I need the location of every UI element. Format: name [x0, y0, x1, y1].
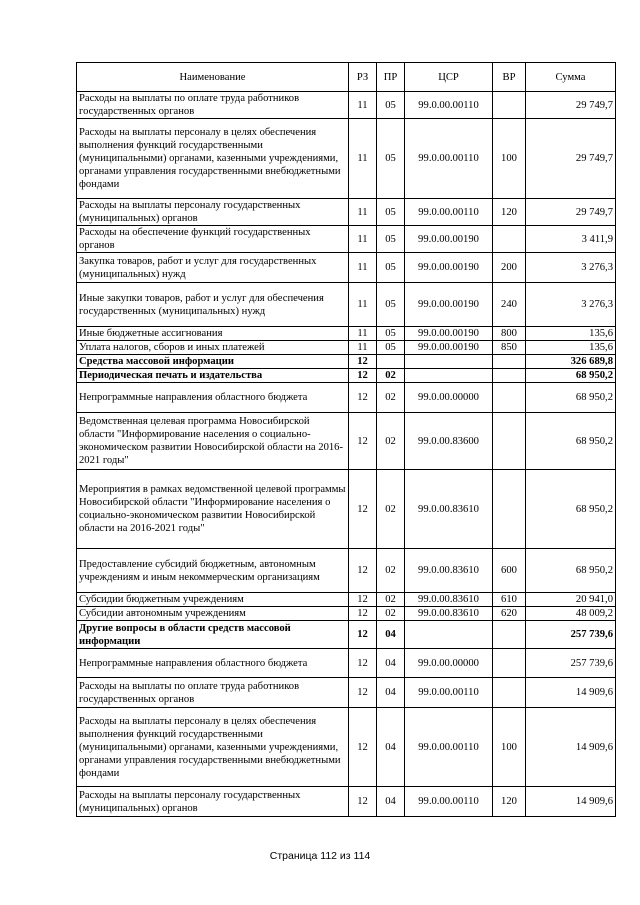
row-pr: 04 [377, 649, 405, 678]
row-rz: 12 [349, 383, 377, 413]
row-name: Расходы на выплаты по оплате труда работников государственных органов [77, 678, 349, 708]
row-csr: 99.0.00.00110 [405, 119, 493, 199]
row-rz: 12 [349, 649, 377, 678]
table-row [77, 621, 616, 649]
row-pr: 05 [377, 199, 405, 226]
row-name: Периодическая печать и издательства [77, 369, 349, 383]
row-csr: 99.0.00.00000 [405, 649, 493, 678]
table-row [77, 383, 616, 413]
row-csr: 99.0.00.00110 [405, 678, 493, 708]
header-rz: РЗ [349, 63, 377, 92]
table-row [77, 413, 616, 470]
row-rz: 11 [349, 253, 377, 283]
row-csr: 99.0.00.00110 [405, 787, 493, 817]
row-sum: 3 411,9 [526, 226, 616, 253]
row-vr: 850 [493, 341, 526, 355]
table-row [77, 253, 616, 283]
row-vr: 100 [493, 708, 526, 787]
table-row [77, 369, 616, 383]
row-vr: 610 [493, 593, 526, 607]
row-name: Предоставление субсидий бюджетным, автономным учреждениям и иным некоммерческим организациям [77, 549, 349, 593]
table-row [77, 607, 616, 621]
row-rz: 11 [349, 199, 377, 226]
row-sum: 48 009,2 [526, 607, 616, 621]
row-name: Субсидии бюджетным учреждениям [77, 593, 349, 607]
header-pr: ПР [377, 63, 405, 92]
row-sum: 68 950,2 [526, 470, 616, 549]
row-name: Субсидии автономным учреждениям [77, 607, 349, 621]
row-sum: 326 689,8 [526, 355, 616, 369]
row-csr [405, 355, 493, 369]
row-name: Расходы на выплаты персоналу в целях обеспечения выполнения функций государственными (муниципальными) органами, казенными учреждениями, органами управления государственными внебюджетными фондами [77, 119, 349, 199]
row-vr [493, 413, 526, 470]
row-name: Расходы на выплаты персоналу государственных (муниципальных) органов [77, 199, 349, 226]
row-sum: 14 909,6 [526, 708, 616, 787]
row-rz: 12 [349, 708, 377, 787]
row-csr: 99.0.00.00190 [405, 253, 493, 283]
table-row [77, 283, 616, 327]
row-rz: 12 [349, 470, 377, 549]
table-row [77, 327, 616, 341]
header-name: Наименование [77, 63, 349, 92]
row-pr: 04 [377, 708, 405, 787]
row-csr: 99.0.00.83600 [405, 413, 493, 470]
row-pr: 02 [377, 369, 405, 383]
row-vr: 100 [493, 119, 526, 199]
row-sum: 29 749,7 [526, 199, 616, 226]
row-vr [493, 383, 526, 413]
row-sum: 257 739,6 [526, 621, 616, 649]
row-name: Расходы на выплаты персоналу государственных (муниципальных) органов [77, 787, 349, 817]
row-pr: 02 [377, 413, 405, 470]
row-csr [405, 621, 493, 649]
row-pr [377, 355, 405, 369]
table-header-row [77, 63, 616, 92]
table-row [77, 119, 616, 199]
row-pr: 05 [377, 341, 405, 355]
row-sum: 29 749,7 [526, 119, 616, 199]
row-sum: 3 276,3 [526, 283, 616, 327]
row-vr: 120 [493, 199, 526, 226]
header-sum: Сумма [526, 63, 616, 92]
row-pr: 02 [377, 593, 405, 607]
table-row [77, 355, 616, 369]
row-vr: 240 [493, 283, 526, 327]
row-pr: 05 [377, 253, 405, 283]
row-csr: 99.0.00.83610 [405, 607, 493, 621]
row-csr: 99.0.00.00190 [405, 341, 493, 355]
row-name: Иные бюджетные ассигнования [77, 327, 349, 341]
row-vr [493, 92, 526, 119]
row-vr [493, 369, 526, 383]
table-row [77, 470, 616, 549]
table-row [77, 226, 616, 253]
row-csr: 99.0.00.00190 [405, 327, 493, 341]
table-row [77, 787, 616, 817]
row-rz: 11 [349, 341, 377, 355]
row-csr: 99.0.00.00000 [405, 383, 493, 413]
row-vr: 800 [493, 327, 526, 341]
row-sum: 68 950,2 [526, 549, 616, 593]
table-row [77, 549, 616, 593]
row-csr [405, 369, 493, 383]
row-rz: 12 [349, 413, 377, 470]
row-pr: 04 [377, 787, 405, 817]
row-name: Расходы на выплаты по оплате труда работников государственных органов [77, 92, 349, 119]
table-row [77, 708, 616, 787]
row-csr: 99.0.00.00110 [405, 199, 493, 226]
row-vr [493, 678, 526, 708]
row-rz: 11 [349, 327, 377, 341]
row-vr [493, 649, 526, 678]
row-rz: 12 [349, 369, 377, 383]
row-name: Средства массовой информации [77, 355, 349, 369]
row-sum: 68 950,2 [526, 369, 616, 383]
row-name: Мероприятия в рамках ведомственной целевой программы Новосибирской области "Информирование населения о социально-экономическом развитии Новосибирской области на 2016-2021 годы" [77, 470, 349, 549]
row-name: Уплата налогов, сборов и иных платежей [77, 341, 349, 355]
row-csr: 99.0.00.00190 [405, 226, 493, 253]
row-pr: 04 [377, 678, 405, 708]
table-row [77, 678, 616, 708]
row-rz: 12 [349, 593, 377, 607]
row-vr: 620 [493, 607, 526, 621]
row-pr: 02 [377, 470, 405, 549]
row-vr: 200 [493, 253, 526, 283]
row-rz: 12 [349, 621, 377, 649]
row-pr: 05 [377, 226, 405, 253]
row-name: Закупка товаров, работ и услуг для государственных (муниципальных) нужд [77, 253, 349, 283]
row-name: Непрограммные направления областного бюджета [77, 649, 349, 678]
row-vr [493, 226, 526, 253]
row-sum: 20 941,0 [526, 593, 616, 607]
row-pr: 05 [377, 119, 405, 199]
budget-table [76, 62, 616, 817]
row-sum: 135,6 [526, 327, 616, 341]
table-row [77, 92, 616, 119]
row-csr: 99.0.00.00110 [405, 92, 493, 119]
row-pr: 02 [377, 607, 405, 621]
row-name: Расходы на обеспечение функций государственных органов [77, 226, 349, 253]
table-row [77, 199, 616, 226]
row-rz: 12 [349, 607, 377, 621]
row-rz: 11 [349, 283, 377, 327]
row-name: Ведомственная целевая программа Новосибирской области "Информирование населения о социально-экономическом развитии Новосибирской области на 2016-2021 годы" [77, 413, 349, 470]
row-pr: 05 [377, 283, 405, 327]
row-name: Другие вопросы в области средств массовой информации [77, 621, 349, 649]
row-pr: 05 [377, 327, 405, 341]
row-sum: 68 950,2 [526, 383, 616, 413]
row-sum: 257 739,6 [526, 649, 616, 678]
row-rz: 12 [349, 355, 377, 369]
row-vr: 120 [493, 787, 526, 817]
row-pr: 04 [377, 621, 405, 649]
row-pr: 05 [377, 92, 405, 119]
row-rz: 11 [349, 92, 377, 119]
row-csr: 99.0.00.00190 [405, 283, 493, 327]
table-row [77, 593, 616, 607]
row-sum: 14 909,6 [526, 787, 616, 817]
row-rz: 12 [349, 549, 377, 593]
row-rz: 11 [349, 119, 377, 199]
row-sum: 14 909,6 [526, 678, 616, 708]
row-pr: 02 [377, 549, 405, 593]
row-name: Иные закупки товаров, работ и услуг для обеспечения государственных (муниципальных) нужд [77, 283, 349, 327]
row-name: Непрограммные направления областного бюджета [77, 383, 349, 413]
row-name: Расходы на выплаты персоналу в целях обеспечения выполнения функций государственными (муниципальными) органами, казенными учреждениями, органами управления государственными внебюджетными фондами [77, 708, 349, 787]
table-row [77, 341, 616, 355]
table-body [77, 92, 616, 817]
header-csr: ЦСР [405, 63, 493, 92]
row-vr: 600 [493, 549, 526, 593]
row-rz: 12 [349, 787, 377, 817]
row-csr: 99.0.00.83610 [405, 549, 493, 593]
table-row [77, 649, 616, 678]
header-vr: ВР [493, 63, 526, 92]
row-sum: 3 276,3 [526, 253, 616, 283]
row-csr: 99.0.00.00110 [405, 708, 493, 787]
row-sum: 68 950,2 [526, 413, 616, 470]
row-rz: 12 [349, 678, 377, 708]
row-sum: 29 749,7 [526, 92, 616, 119]
row-pr: 02 [377, 383, 405, 413]
page-footer: Страница 112 из 114 [269, 850, 371, 862]
row-sum: 135,6 [526, 341, 616, 355]
row-csr: 99.0.00.83610 [405, 470, 493, 549]
row-rz: 11 [349, 226, 377, 253]
row-vr [493, 355, 526, 369]
row-csr: 99.0.00.83610 [405, 593, 493, 607]
row-vr [493, 470, 526, 549]
row-vr [493, 621, 526, 649]
